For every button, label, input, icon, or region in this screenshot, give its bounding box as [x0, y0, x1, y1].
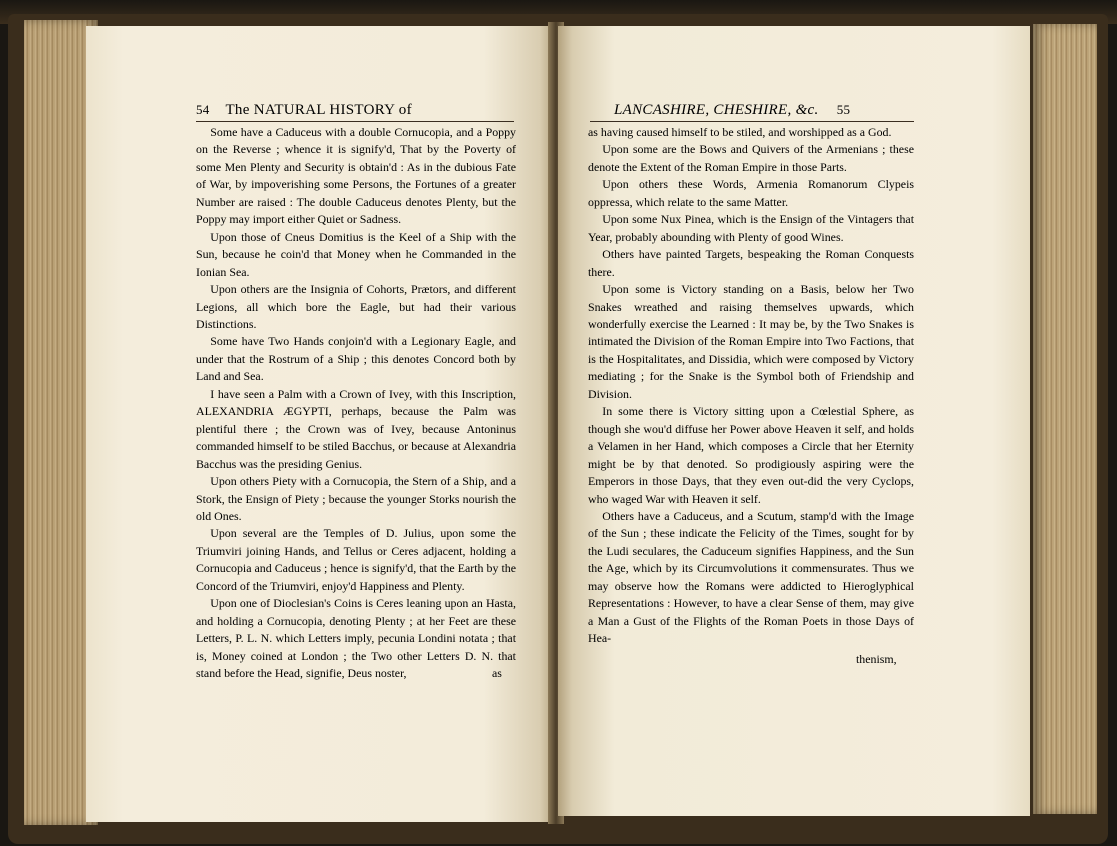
right-header-rule [590, 121, 914, 122]
left-catchword: as [492, 666, 502, 680]
paragraph: Others have a Caduceus, and a Scutum, stamp'd with the Image of the Sun ; these indicate the Felicity of the Times, sought for by the Ludi seculares, the Caduceum signifies Happiness, and the Sun the Age, which by its Circumvolutions it commensurates. Thus we may observe how the Romans were addicted to Hieroglyphical Representations : However, to have a clear Sense of them, may give a Man a Gust of the Flights of the Roman Poets in those Days of Hea- [588, 508, 914, 646]
paragraph: Upon others are the Insignia of Cohorts, Prætors, and different Legions, all which bore the Eagle, but had their various Distinctions. [196, 282, 516, 331]
paragraph: Some have Two Hands conjoin'd with a Legionary Eagle, and under that the Rostrum of a Ship ; this denotes Concord both by Land and Sea. [196, 334, 516, 384]
paragraph: In some there is Victory sitting upon a Cœlestial Sphere, as though she wou'd diffuse her Power above Heaven it self, and holds a Velamen in her Hand, which composes a Circle that her Eternity might be by that denoted. So prodigiously aspiring were the Emperors in those Days, that they even out-did the very Cyclops, who waged War with Heaven it self. [588, 404, 914, 506]
right-catchword: thenism, [856, 652, 897, 666]
left-page-text [196, 124, 516, 683]
right-running-title: LANCASHIRE, CHESHIRE, &c. [614, 102, 819, 118]
right-page-edges [1033, 24, 1097, 814]
left-running-title: The NATURAL HISTORY of [225, 102, 412, 118]
left-page-number: 54 [196, 102, 210, 117]
left-running-head [196, 102, 412, 119]
paragraph: Upon those of Cneus Domitius is the Keel of a Ship with the Sun, because he coin'd that Money when he Commanded in the Ionian Sea. [196, 229, 516, 279]
paragraph: Upon one of Dioclesian's Coins is Ceres leaning upon an Hasta, and holding a Cornucopia, denoting Plenty ; at her Feet are these Letters, P. L. N. which Letters imply, pecunia Londini notata ; that is, Money coined at London ; the Two other Letters D. N. that stand before the Head, signifie, Deus noster, [196, 596, 516, 681]
paragraph: Upon several are the Temples of D. Julius, upon some the Triumviri joining Hands, and Tellus or Ceres adjacent, holding a Cornucopia and Caduceus ; hence is signify'd, that the Earth by the Concord of the Triumviri, enjoy'd Happiness and Plenty. [196, 526, 516, 593]
right-page-text [588, 124, 914, 648]
right-running-head [614, 102, 850, 119]
paragraph: Some have a Caduceus with a double Cornucopia, and a Poppy on the Reverse ; whence it is signify'd, That by the Poverty of some Men Plenty and Security is obtain'd : As in the dubious Fate of War, by impoverishing some Persons, the Fortunes of a greater Number are raised : The double Caduceus denotes Plenty, but the Poppy may import either Quiet or Sadness. [196, 125, 516, 227]
paragraph: Others have painted Targets, bespeaking the Roman Conquests there. [588, 247, 914, 279]
paragraph: Upon others these Words, Armenia Romanorum Clypeis oppressa, which relate to the same Matter. [588, 177, 914, 209]
paragraph: I have seen a Palm with a Crown of Ivey, with this Inscription, ALEXANDRIA ÆGYPTI, perhaps, because the Palm was plentiful there ; the Crown was of Ivey, because Antoninus commanded himself to be stiled Bacchus, or because at Alexandria Bacchus was the presiding Genius. [196, 386, 516, 471]
paragraph: as having caused himself to be stiled, and worshipped as a God. [588, 125, 892, 139]
paragraph: Upon some Nux Pinea, which is the Ensign of the Vintagers that Year, probably abounding with Plenty of good Wines. [588, 212, 914, 244]
paragraph: Upon some is Victory standing on a Basis, below her Two Snakes wreathed and raising themselves upwards, which wonderfully exercise the Learned : It may be, by the Two Snakes is intimated the Division of the Roman Empire into Two Factions, that is the Hospitalitates, and Dissidia, which were composed by Victory mediating ; for the Snake is the Symbol both of Friendship and Division. [588, 282, 914, 401]
paragraph: Upon others Piety with a Cornucopia, the Stern of a Ship, and a Stork, the Ensign of Piety ; because the younger Storks nourish the old Ones. [196, 474, 516, 523]
right-page-number: 55 [836, 102, 851, 117]
paragraph: Upon some are the Bows and Quivers of the Armenians ; these denote the Extent of the Roman Empire in those Parts. [588, 142, 914, 174]
left-header-rule [196, 121, 514, 122]
